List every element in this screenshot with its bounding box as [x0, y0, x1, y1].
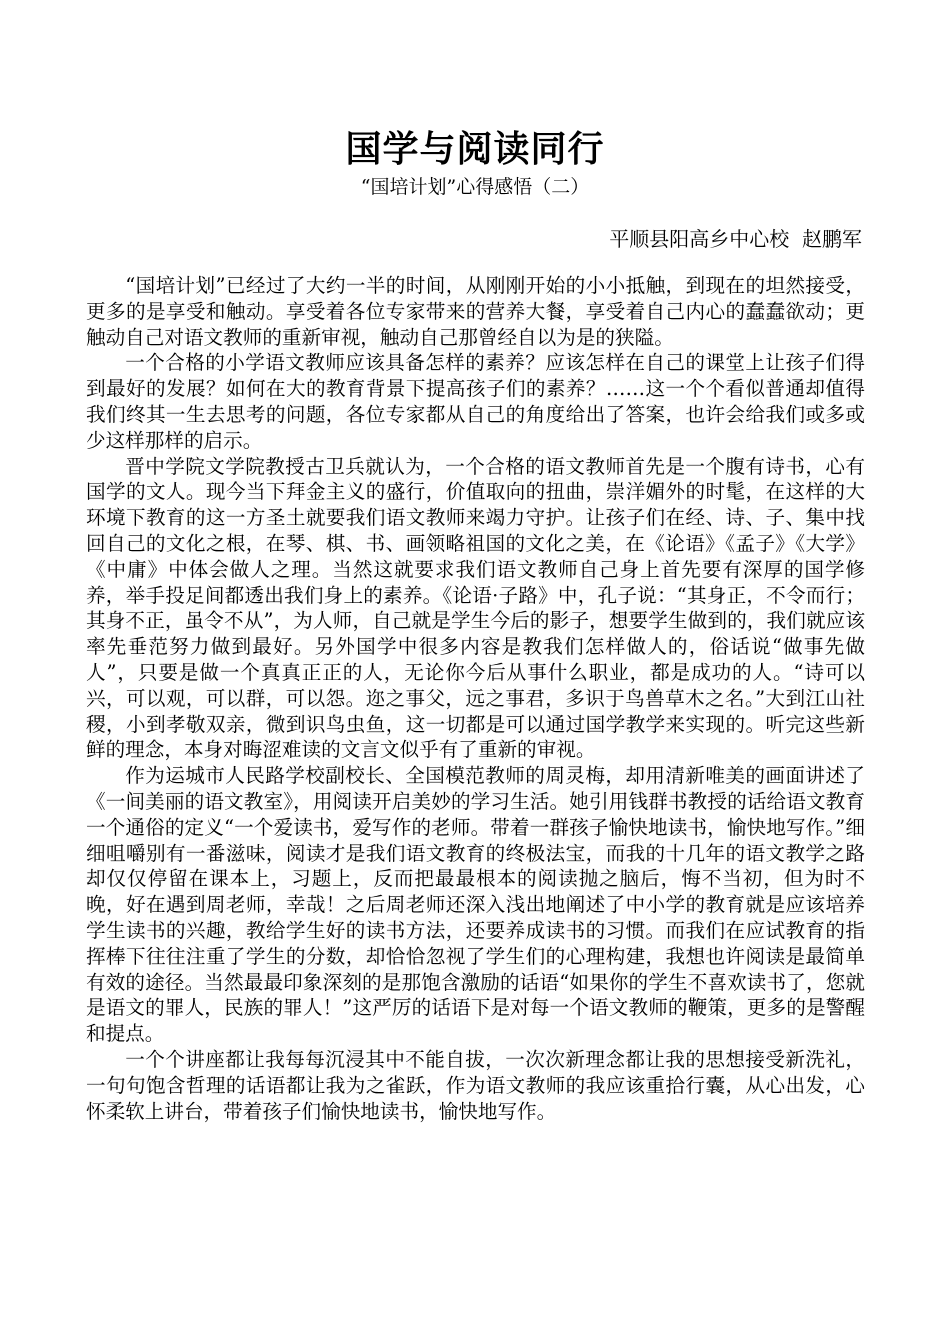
document-subtitle: “国培计划”心得感悟（二） — [360, 176, 590, 198]
body-paragraph: “国培计划”已经过了大约一半的时间，从刚刚开始的小小抵触，到现在的坦然接受，更多的是享受和触动。享受着各位专家带来的营养大餐，享受着自己内心的蠢蠢欲动；更触动自己对语文教师的重新审视，触动自己那曾经自以为是的狭隘。 — [86, 274, 865, 349]
document-title: 国学与阅读同行 — [345, 128, 605, 170]
document-author: 平顺县阳高乡中心校 赵鹏军 — [609, 227, 862, 251]
document-body — [86, 273, 865, 1124]
body-paragraph: 一个个讲座都让我每每沉浸其中不能自拔，一次次新理念都让我的思想接受新洗礼，一句句饱含哲理的话语都让我为之雀跃，作为语文教师的我应该重拾行囊，从心出发，心怀柔软上讲台，带着孩子们愉快地读书，愉快地写作。 — [86, 1047, 865, 1123]
body-paragraph: 一个合格的小学语文教师应该具备怎样的素养？应该怎样在自己的课堂上让孩子们得到最好的发展？如何在大的教育背景下提高孩子们的素养？……这一个个看似普通却值得我们终其一生去思考的问题，各位专家都从自己的角度给出了答案，也许会给我们或多或少这样那样的启示。 — [86, 351, 865, 452]
body-paragraph: 作为运城市人民路学校副校长、全国模范教师的周灵梅，却用清新唯美的画面讲述了《一间美丽的语文教室》，用阅读开启美妙的学习生活。她引用钱群书教授的话给语文教育一个通俗的定义“一个爱读书，爱写作的老师。带着一群孩子愉快地读书，愉快地写作。”细细咀嚼别有一番滋味，阅读才是我们语文教育的终极法宝，而我的十几年的语文教学之路却仅仅停留在课本上，习题上，反而把最最根本的阅读抛之脑后，悔不当初，但为时不晚，好在遇到周老师，幸哉！之后周老师还深入浅出地阐述了中小学的教育就是应该培养学生读书的兴趣，教给学生好的读书方法，还要养成读书的习惯。而我们在应试教育的指挥棒下往往注重了学生的分数，却恰恰忽视了学生们的心理构建，我想也许阅读是最简单有效的途径。当然最最印象深刻的是那饱含激励的话语“如果你的学生不喜欢读书了，您就是语文的罪人，民族的罪人！”这严厉的话语下是对每一个语文教师的鞭策，更多的是警醒和提点。 — [86, 764, 865, 1046]
body-paragraph: 晋中学院文学院教授古卫兵就认为，一个合格的语文教师首先是一个腹有诗书，心有国学的文人。现今当下拜金主义的盛行，价值取向的扭曲，崇洋媚外的时髦，在这样的大环境下教育的这一方圣土就要我们语文教师来竭力守护。让孩子们在经、诗、子、集中找回自己的文化之根，在琴、棋、书、画领略祖国的文化之美，在《论语》《孟子》《大学》《中庸》中体会做人之理。当然这就要求我们语文教师自己身上首先要有深厚的国学修养，举手投足间都透出我们身上的素养。《论语·子路》中，孔子说：“其身正，不令而行；其身不正，虽令不从”，为人师，自己就是学生今后的影子，想要学生做到的，我们就应该率先垂范努力做到最好。另外国学中很多内容是教我们怎样做人的，俗话说“做事先做人”，只要是做一个真真正正的人，无论你今后从事什么职业，都是成功的人。“诗可以兴，可以观，可以群，可以怨。迩之事父，远之事君，多识于鸟兽草木之名。”大到江山社稷，小到孝敬双亲，微到识鸟虫鱼，这一切都是可以通过国学教学来实现的。听完这些新鲜的理念，本身对晦涩难读的文言文似乎有了重新的审视。 — [86, 454, 865, 762]
